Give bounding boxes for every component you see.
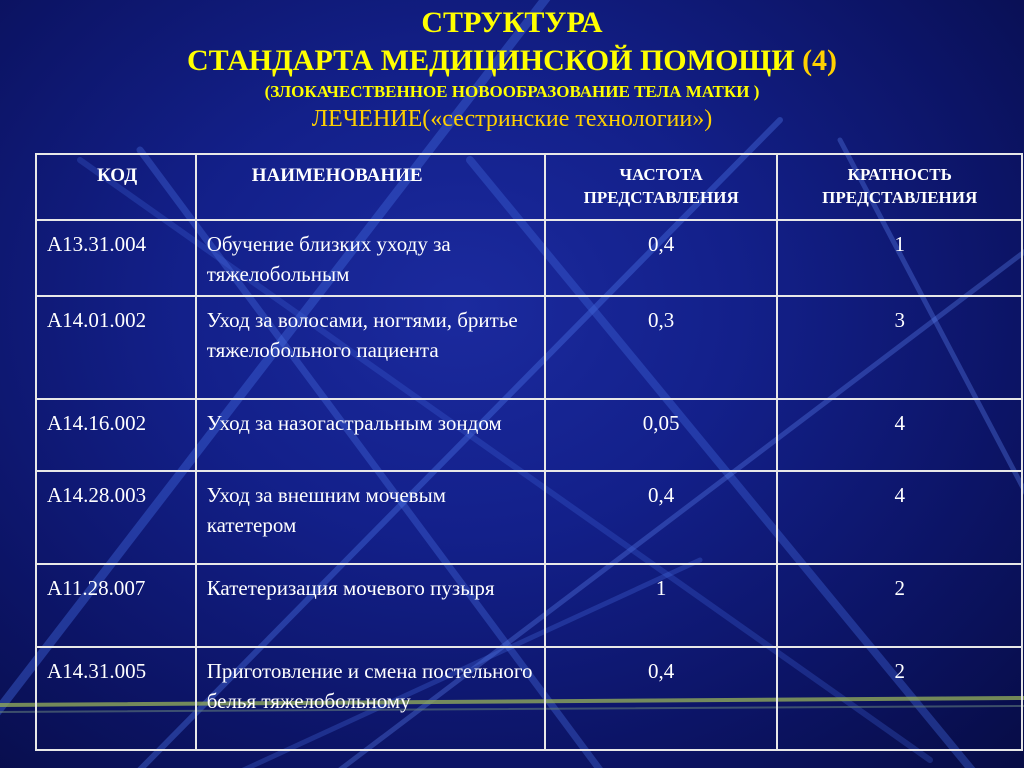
cell-multiplicity: 4 bbox=[777, 471, 1022, 564]
cell-frequency: 0,4 bbox=[545, 647, 778, 750]
cell-frequency: 1 bbox=[545, 564, 778, 647]
cell-name: Обучение близких уходу за тяжелобольным bbox=[196, 220, 545, 296]
slide-title bbox=[0, 4, 1024, 134]
cell-code: А13.31.004 bbox=[36, 220, 196, 296]
cell-multiplicity: 4 bbox=[777, 399, 1022, 471]
cell-frequency: 0,4 bbox=[545, 471, 778, 564]
cell-multiplicity: 2 bbox=[777, 647, 1022, 750]
cell-name: Приготовление и смена постельного белья тяжелобольному bbox=[196, 647, 545, 750]
header-frequency: ЧАСТОТА ПРЕДСТАВЛЕНИЯ bbox=[545, 154, 778, 220]
table-row bbox=[36, 399, 1022, 471]
cell-name: Катетеризация мочевого пузыря bbox=[196, 564, 545, 647]
table-row bbox=[36, 220, 1022, 296]
cell-code: А14.28.003 bbox=[36, 471, 196, 564]
cell-multiplicity: 2 bbox=[777, 564, 1022, 647]
standard-table bbox=[35, 153, 1023, 751]
header-name: НАИМЕНОВАНИЕ bbox=[196, 154, 545, 220]
title-line-2-main: СТАНДАРТА МЕДИЦИНСКОЙ ПОМОЩИ bbox=[186, 44, 803, 77]
cell-code: А14.31.005 bbox=[36, 647, 196, 750]
cell-name: Уход за внешним мочевым катетером bbox=[196, 471, 545, 564]
title-treatment: ЛЕЧЕНИЕ(«сестринские технологии») bbox=[311, 106, 713, 132]
cell-code: А14.16.002 bbox=[36, 399, 196, 471]
cell-code: А14.01.002 bbox=[36, 296, 196, 399]
table-row bbox=[36, 647, 1022, 750]
cell-frequency: 0,05 bbox=[545, 399, 778, 471]
cell-name: Уход за назогастральным зондом bbox=[196, 399, 545, 471]
cell-frequency: 0,3 bbox=[545, 296, 778, 399]
header-code: КОД bbox=[36, 154, 196, 220]
title-number: (4) bbox=[802, 44, 838, 77]
cell-name: Уход за волосами, ногтями, бритье тяжелобольного пациента bbox=[196, 296, 545, 399]
cell-multiplicity: 3 bbox=[777, 296, 1022, 399]
table-header-row bbox=[36, 154, 1022, 220]
title-line-1: СТРУКТУРА bbox=[421, 6, 603, 39]
header-multiplicity: КРАТНОСТЬ ПРЕДСТАВЛЕНИЯ bbox=[777, 154, 1022, 220]
table-row bbox=[36, 471, 1022, 564]
table-row bbox=[36, 296, 1022, 399]
title-diagnosis: (ЗЛОКАЧЕСТВЕННОЕ НОВООБРАЗОВАНИЕ ТЕЛА МАТКИ ) bbox=[264, 82, 760, 101]
title-line-2 bbox=[0, 42, 1024, 80]
cell-frequency: 0,4 bbox=[545, 220, 778, 296]
cell-code: А11.28.007 bbox=[36, 564, 196, 647]
table-row bbox=[36, 564, 1022, 647]
cell-multiplicity: 1 bbox=[777, 220, 1022, 296]
